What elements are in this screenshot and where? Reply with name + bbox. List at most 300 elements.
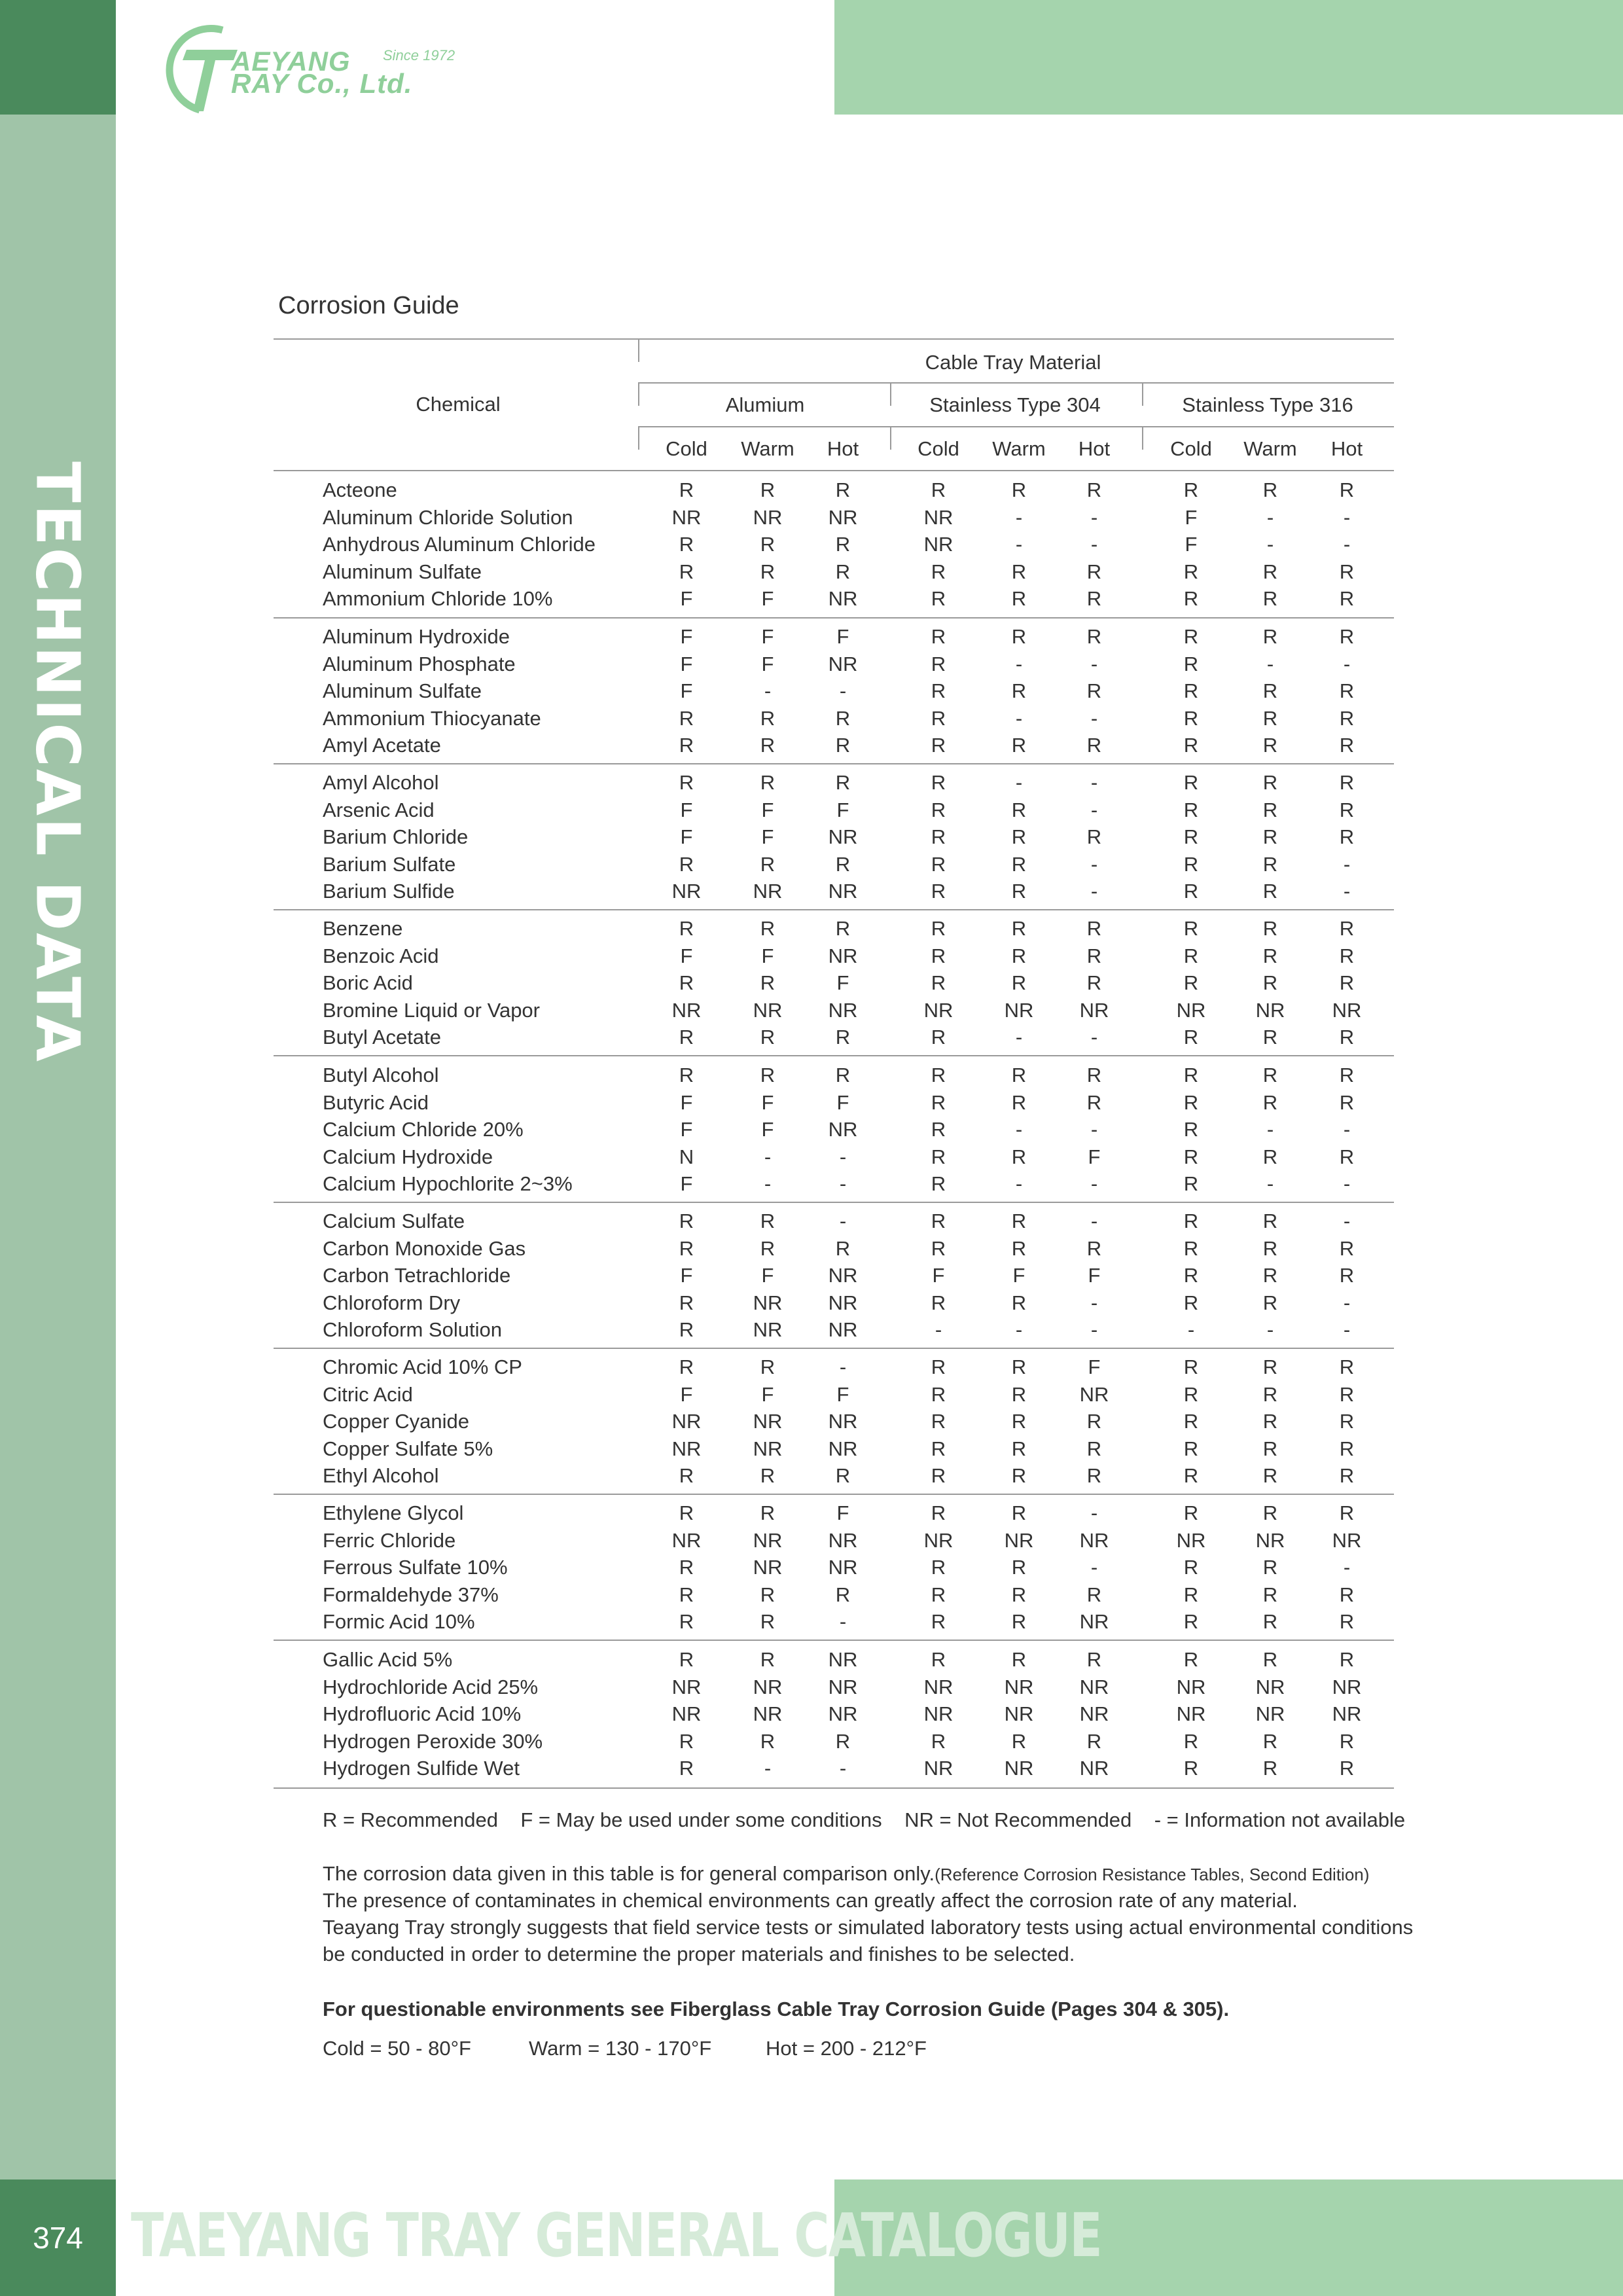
rating-cell: R: [1011, 1291, 1027, 1314]
rating-cell: -: [1343, 1118, 1351, 1141]
rating-cell: NR: [671, 1437, 702, 1460]
rating-cell: F: [836, 1501, 849, 1524]
rating-cell: R: [1262, 1383, 1278, 1406]
rating-cell: R: [931, 1237, 946, 1260]
chemical-name: Boric Acid: [323, 971, 413, 994]
chemical-name: Hydrogen Peroxide 30%: [323, 1730, 543, 1753]
rating-cell: R: [1183, 1118, 1199, 1141]
rating-cell: R: [1183, 771, 1199, 794]
group-header-2: Stainless Type 316: [1182, 393, 1353, 416]
rating-cell: R: [1086, 478, 1102, 501]
rating-cell: R: [679, 1730, 694, 1753]
chemical-name: Chloroform Solution: [323, 1318, 502, 1341]
rating-cell: NR: [671, 999, 702, 1022]
rating-cell: NR: [1004, 1757, 1034, 1780]
rating-cell: R: [1183, 1757, 1199, 1780]
rating-cell: R: [1011, 1464, 1027, 1487]
rating-cell: R: [1183, 1464, 1199, 1487]
rating-cell: F: [680, 625, 693, 648]
rating-cell: R: [679, 917, 694, 940]
rating-cell: R: [1183, 917, 1199, 940]
temp-divider: [1142, 426, 1143, 450]
rating-cell: -: [1343, 1172, 1351, 1195]
rating-cell: R: [835, 707, 851, 730]
chemical-name: Ethylene Glycol: [323, 1501, 464, 1524]
rating-cell: R: [1262, 1210, 1278, 1232]
rating-cell: NR: [828, 1410, 858, 1433]
rating-cell: R: [1339, 917, 1355, 940]
rating-cell: NR: [1004, 1702, 1034, 1725]
rating-cell: -: [1343, 1318, 1351, 1341]
rating-cell: R: [1339, 798, 1355, 821]
chemical-name: Aluminum Hydroxide: [323, 625, 510, 648]
rating-cell: NR: [1176, 1529, 1206, 1552]
rating-cell: -: [1266, 1118, 1274, 1141]
rating-cell: -: [1090, 1026, 1098, 1049]
rating-cell: NR: [923, 506, 954, 529]
rating-cell: F: [1088, 1145, 1101, 1168]
chemical-name: Butyl Alcohol: [323, 1064, 439, 1086]
rating-cell: R: [1011, 1355, 1027, 1378]
rating-cell: R: [1183, 1437, 1199, 1460]
rating-cell: R: [1011, 679, 1027, 702]
chemical-name: Aluminum Chloride Solution: [323, 506, 573, 529]
rating-cell: -: [839, 1145, 847, 1168]
rating-cell: R: [1262, 1237, 1278, 1260]
temp-header: Cold: [1170, 437, 1212, 460]
rating-cell: R: [1339, 707, 1355, 730]
rating-cell: -: [764, 1172, 772, 1195]
group-separator-rule: [274, 1202, 1394, 1203]
rating-cell: F: [680, 1118, 693, 1141]
rating-cell: NR: [671, 1676, 702, 1698]
rating-cell: -: [1187, 1318, 1195, 1341]
rating-cell: NR: [671, 506, 702, 529]
rating-cell: -: [1090, 506, 1098, 529]
rating-cell: R: [1183, 944, 1199, 967]
rating-cell: R: [1339, 1610, 1355, 1633]
rating-cell: -: [764, 1145, 772, 1168]
rating-cell: NR: [1079, 1702, 1109, 1725]
chemical-name: Formic Acid 10%: [323, 1610, 475, 1633]
rating-cell: F: [761, 653, 774, 675]
chemical-name: Amyl Acetate: [323, 734, 441, 757]
rating-cell: R: [1183, 707, 1199, 730]
material-header-rule: [638, 382, 1394, 384]
chemical-name: Carbon Monoxide Gas: [323, 1237, 526, 1260]
rating-cell: NR: [1332, 1529, 1362, 1552]
rating-cell: R: [1183, 1064, 1199, 1086]
group-divider: [890, 382, 891, 406]
chemical-name: Butyric Acid: [323, 1091, 429, 1114]
rating-cell: NR: [828, 880, 858, 903]
rating-cell: R: [1183, 1145, 1199, 1168]
rating-cell: R: [1262, 1610, 1278, 1633]
rating-cell: R: [1011, 853, 1027, 876]
rating-cell: NR: [671, 1410, 702, 1433]
note-reference: (Reference Corrosion Resistance Tables, Second Edition): [935, 1865, 1370, 1884]
rating-cell: R: [1262, 880, 1278, 903]
rating-cell: R: [760, 971, 776, 994]
rating-cell: F: [836, 798, 849, 821]
rating-cell: NR: [828, 1264, 858, 1287]
rating-cell: R: [1262, 825, 1278, 848]
rating-cell: R: [679, 1064, 694, 1086]
rating-cell: F: [761, 825, 774, 848]
chemical-name: Hydrogen Sulfide Wet: [323, 1757, 520, 1780]
rating-cell: R: [1011, 1556, 1027, 1579]
rating-cell: R: [1011, 1091, 1027, 1114]
rating-cell: F: [836, 1091, 849, 1114]
group-separator-rule: [274, 1640, 1394, 1641]
rating-cell: R: [1011, 880, 1027, 903]
rating-cell: F: [680, 1264, 693, 1287]
rating-cell: F: [932, 1264, 945, 1287]
rating-cell: F: [680, 653, 693, 675]
material-header: Cable Tray Material: [925, 351, 1101, 374]
rating-cell: R: [1086, 625, 1102, 648]
rating-cell: NR: [753, 880, 783, 903]
rating-cell: R: [1011, 1730, 1027, 1753]
rating-cell: R: [1339, 1730, 1355, 1753]
rating-cell: F: [680, 587, 693, 610]
rating-cell: R: [835, 1730, 851, 1753]
rating-cell: F: [680, 1172, 693, 1195]
rating-cell: R: [1183, 625, 1199, 648]
rating-cell: F: [1185, 506, 1198, 529]
rating-cell: R: [1339, 944, 1355, 967]
chemical-name: Calcium Chloride 20%: [323, 1118, 524, 1141]
rating-cell: NR: [753, 1556, 783, 1579]
rating-cell: -: [1266, 533, 1274, 556]
rating-cell: R: [931, 1091, 946, 1114]
logo-text-line1: AEYANG: [231, 46, 351, 77]
rating-cell: R: [760, 1501, 776, 1524]
rating-cell: NR: [1255, 1529, 1285, 1552]
rating-cell: -: [1090, 1118, 1098, 1141]
temp-hot: Hot = 200 - 212°F: [766, 2037, 927, 2060]
chemical-name: Citric Acid: [323, 1383, 413, 1406]
rating-cell: R: [1339, 1757, 1355, 1780]
rating-cell: -: [1343, 880, 1351, 903]
rating-cell: R: [1339, 1145, 1355, 1168]
rating-cell: NR: [1255, 999, 1285, 1022]
chemical-name: Gallic Acid 5%: [323, 1648, 453, 1671]
rating-cell: R: [1086, 1064, 1102, 1086]
rating-cell: R: [1262, 1757, 1278, 1780]
rating-cell: R: [1086, 734, 1102, 757]
rating-cell: R: [760, 1583, 776, 1606]
rating-cell: R: [931, 1210, 946, 1232]
rating-cell: R: [1262, 1464, 1278, 1487]
rating-cell: F: [680, 798, 693, 821]
rating-cell: NR: [671, 1702, 702, 1725]
sidebar-label: TECHNICAL DATA: [22, 461, 93, 1064]
rating-cell: -: [1090, 653, 1098, 675]
rating-cell: R: [1262, 1291, 1278, 1314]
rating-cell: F: [680, 825, 693, 848]
chemical-name: Ethyl Alcohol: [323, 1464, 439, 1487]
rating-cell: R: [679, 533, 694, 556]
temp-header: Hot: [1078, 437, 1111, 460]
rating-cell: -: [839, 679, 847, 702]
chemical-name: Aluminum Sulfate: [323, 679, 482, 702]
rating-cell: -: [1090, 1318, 1098, 1341]
rating-cell: R: [1339, 625, 1355, 648]
rating-cell: R: [760, 1610, 776, 1633]
rating-cell: F: [836, 625, 849, 648]
header-corner-block: [0, 0, 116, 115]
rating-cell: R: [1339, 1064, 1355, 1086]
rating-cell: NR: [923, 1529, 954, 1552]
rating-cell: NR: [923, 1702, 954, 1725]
group-separator-rule: [274, 1787, 1394, 1789]
rating-cell: -: [1090, 853, 1098, 876]
temp-header: Warm: [992, 437, 1046, 460]
rating-cell: NR: [1079, 999, 1109, 1022]
rating-cell: R: [835, 1026, 851, 1049]
chemical-name: Calcium Hydroxide: [323, 1145, 493, 1168]
rating-cell: R: [1086, 944, 1102, 967]
rating-cell: NR: [1004, 1529, 1034, 1552]
rating-cell: NR: [828, 825, 858, 848]
temp-header: Hot: [1330, 437, 1363, 460]
chemical-name: Hydrofluoric Acid 10%: [323, 1702, 522, 1725]
rating-cell: R: [931, 971, 946, 994]
rating-cell: R: [1086, 1583, 1102, 1606]
rating-cell: R: [1183, 1091, 1199, 1114]
rating-cell: R: [760, 1237, 776, 1260]
rating-cell: NR: [828, 1437, 858, 1460]
rating-cell: R: [835, 533, 851, 556]
rating-cell: NR: [753, 1410, 783, 1433]
rating-cell: R: [679, 1318, 694, 1341]
rating-cell: R: [835, 1237, 851, 1260]
chemical-name: Barium Sulfate: [323, 853, 456, 876]
rating-cell: R: [760, 478, 776, 501]
chemical-name: Hydrochloride Acid 25%: [323, 1676, 539, 1698]
chemical-name: Arsenic Acid: [323, 798, 435, 821]
temp-cold: Cold = 50 - 80°F: [323, 2037, 471, 2060]
rating-cell: NR: [1079, 1383, 1109, 1406]
rating-cell: R: [931, 1583, 946, 1606]
rating-cell: R: [835, 734, 851, 757]
rating-cell: R: [679, 1648, 694, 1671]
rating-cell: R: [1183, 560, 1199, 583]
rating-cell: -: [1015, 1318, 1023, 1341]
rating-cell: R: [1183, 1355, 1199, 1378]
rating-cell: R: [760, 560, 776, 583]
chemical-name: Chloroform Dry: [323, 1291, 461, 1314]
note-line4: be conducted in order to determine the proper materials and finishes to be selected.: [323, 1943, 1075, 1965]
rating-cell: R: [1011, 1648, 1027, 1671]
chemical-name: Copper Sulfate 5%: [323, 1437, 493, 1460]
rating-cell: R: [931, 625, 946, 648]
rating-cell: R: [679, 707, 694, 730]
rating-cell: R: [1339, 825, 1355, 848]
rating-cell: R: [760, 917, 776, 940]
rating-cell: R: [1262, 1091, 1278, 1114]
rating-cell: R: [1183, 1501, 1199, 1524]
rating-cell: R: [1011, 1383, 1027, 1406]
rating-cell: NR: [1079, 1529, 1109, 1552]
rating-cell: R: [1183, 825, 1199, 848]
rating-cell: R: [1086, 917, 1102, 940]
rating-cell: R: [931, 1383, 946, 1406]
rating-cell: R: [1011, 944, 1027, 967]
rating-cell: R: [931, 944, 946, 967]
rating-cell: -: [1343, 1556, 1351, 1579]
rating-cell: R: [760, 1648, 776, 1671]
rating-cell: -: [1015, 1118, 1023, 1141]
rating-cell: NR: [828, 1118, 858, 1141]
rating-cell: R: [760, 853, 776, 876]
rating-cell: NR: [828, 944, 858, 967]
rating-cell: F: [761, 625, 774, 648]
rating-cell: R: [835, 771, 851, 794]
rating-cell: R: [1339, 734, 1355, 757]
rating-cell: R: [1183, 1383, 1199, 1406]
chemical-name: Amyl Alcohol: [323, 771, 439, 794]
rating-cell: R: [760, 1464, 776, 1487]
rating-cell: R: [1011, 587, 1027, 610]
header-bottom-rule: [274, 470, 1394, 471]
rating-cell: NR: [753, 1529, 783, 1552]
chemical-name: Benzene: [323, 917, 403, 940]
rating-cell: R: [835, 1583, 851, 1606]
chemical-name: Anhydrous Aluminum Chloride: [323, 533, 596, 556]
rating-cell: R: [931, 1172, 946, 1195]
rating-cell: R: [931, 707, 946, 730]
rating-cell: R: [1339, 1583, 1355, 1606]
chemical-name: Acteone: [323, 478, 397, 501]
rating-cell: NR: [828, 1529, 858, 1552]
rating-cell: -: [839, 1172, 847, 1195]
rating-cell: R: [835, 917, 851, 940]
rating-cell: -: [839, 1757, 847, 1780]
rating-cell: -: [1015, 533, 1023, 556]
rating-cell: -: [1090, 1501, 1098, 1524]
rating-cell: R: [1011, 1610, 1027, 1633]
rating-cell: R: [1262, 917, 1278, 940]
chemical-name: Ferrous Sulfate 10%: [323, 1556, 508, 1579]
rating-cell: R: [1183, 587, 1199, 610]
rating-cell: R: [931, 917, 946, 940]
rating-cell: R: [1183, 1291, 1199, 1314]
rating-cell: R: [1183, 1648, 1199, 1671]
rating-cell: NR: [1255, 1676, 1285, 1698]
rating-cell: NR: [923, 999, 954, 1022]
sidebar: [0, 115, 116, 2179]
chemical-name: Butyl Acetate: [323, 1026, 441, 1049]
rating-cell: NR: [828, 1291, 858, 1314]
rating-cell: NR: [828, 653, 858, 675]
rating-cell: F: [680, 1383, 693, 1406]
rating-cell: R: [679, 1237, 694, 1260]
rating-cell: R: [931, 1610, 946, 1633]
rating-cell: R: [931, 1464, 946, 1487]
temp-header-rule: [638, 426, 1394, 427]
rating-cell: R: [1183, 1264, 1199, 1287]
chemical-name: Bromine Liquid or Vapor: [323, 999, 540, 1022]
rating-cell: R: [931, 1291, 946, 1314]
rating-cell: R: [931, 1064, 946, 1086]
group-divider: [1142, 382, 1143, 406]
rating-cell: F: [680, 1091, 693, 1114]
rating-cell: R: [1183, 1210, 1199, 1232]
rating-cell: NR: [1079, 1610, 1109, 1633]
rating-cell: NR: [1079, 1757, 1109, 1780]
rating-cell: R: [931, 1118, 946, 1141]
rating-cell: R: [679, 1610, 694, 1633]
rating-cell: NR: [671, 1529, 702, 1552]
rating-cell: NR: [671, 880, 702, 903]
rating-cell: R: [1086, 1091, 1102, 1114]
rating-cell: R: [931, 1730, 946, 1753]
group-separator-rule: [274, 763, 1394, 764]
rating-cell: R: [1339, 1648, 1355, 1671]
temp-divider: [890, 426, 891, 450]
rating-cell: R: [1262, 1145, 1278, 1168]
rating-cell: R: [1262, 944, 1278, 967]
temp-header: Warm: [1243, 437, 1297, 460]
rating-cell: F: [1185, 533, 1198, 556]
rating-cell: -: [1090, 771, 1098, 794]
rating-cell: R: [931, 653, 946, 675]
rating-cell: NR: [753, 999, 783, 1022]
rating-cell: -: [1015, 506, 1023, 529]
chemical-name: Calcium Hypochlorite 2~3%: [323, 1172, 573, 1195]
table-top-rule: [274, 338, 1394, 340]
rating-cell: F: [761, 798, 774, 821]
group-separator-rule: [274, 909, 1394, 910]
rating-cell: R: [679, 1501, 694, 1524]
rating-cell: R: [679, 1556, 694, 1579]
rating-cell: R: [760, 1026, 776, 1049]
group-separator-rule: [274, 1055, 1394, 1056]
rating-cell: R: [679, 1464, 694, 1487]
rating-cell: R: [931, 880, 946, 903]
rating-cell: R: [1339, 478, 1355, 501]
rating-cell: -: [1343, 533, 1351, 556]
rating-cell: -: [1090, 1291, 1098, 1314]
rating-cell: R: [1262, 625, 1278, 648]
rating-cell: R: [1339, 587, 1355, 610]
rating-cell: R: [1011, 560, 1027, 583]
rating-cell: NR: [828, 999, 858, 1022]
rating-cell: -: [1015, 771, 1023, 794]
page-number: 374: [33, 2221, 83, 2255]
rating-cell: R: [1011, 1437, 1027, 1460]
rating-cell: R: [1262, 1264, 1278, 1287]
rating-cell: -: [764, 679, 772, 702]
rating-cell: R: [1262, 1437, 1278, 1460]
rating-cell: R: [931, 853, 946, 876]
rating-cell: R: [1086, 825, 1102, 848]
rating-cell: R: [931, 734, 946, 757]
rating-cell: R: [1339, 1026, 1355, 1049]
logo-mark-icon: [160, 18, 239, 117]
rating-cell: R: [1183, 798, 1199, 821]
rating-cell: -: [1015, 1172, 1023, 1195]
rating-cell: R: [1339, 1383, 1355, 1406]
logo-since: Since 1972: [383, 47, 455, 63]
rating-cell: R: [1183, 679, 1199, 702]
rating-cell: NR: [1004, 1676, 1034, 1698]
rating-cell: F: [761, 1118, 774, 1141]
rating-cell: R: [1339, 560, 1355, 583]
rating-cell: R: [1183, 1556, 1199, 1579]
